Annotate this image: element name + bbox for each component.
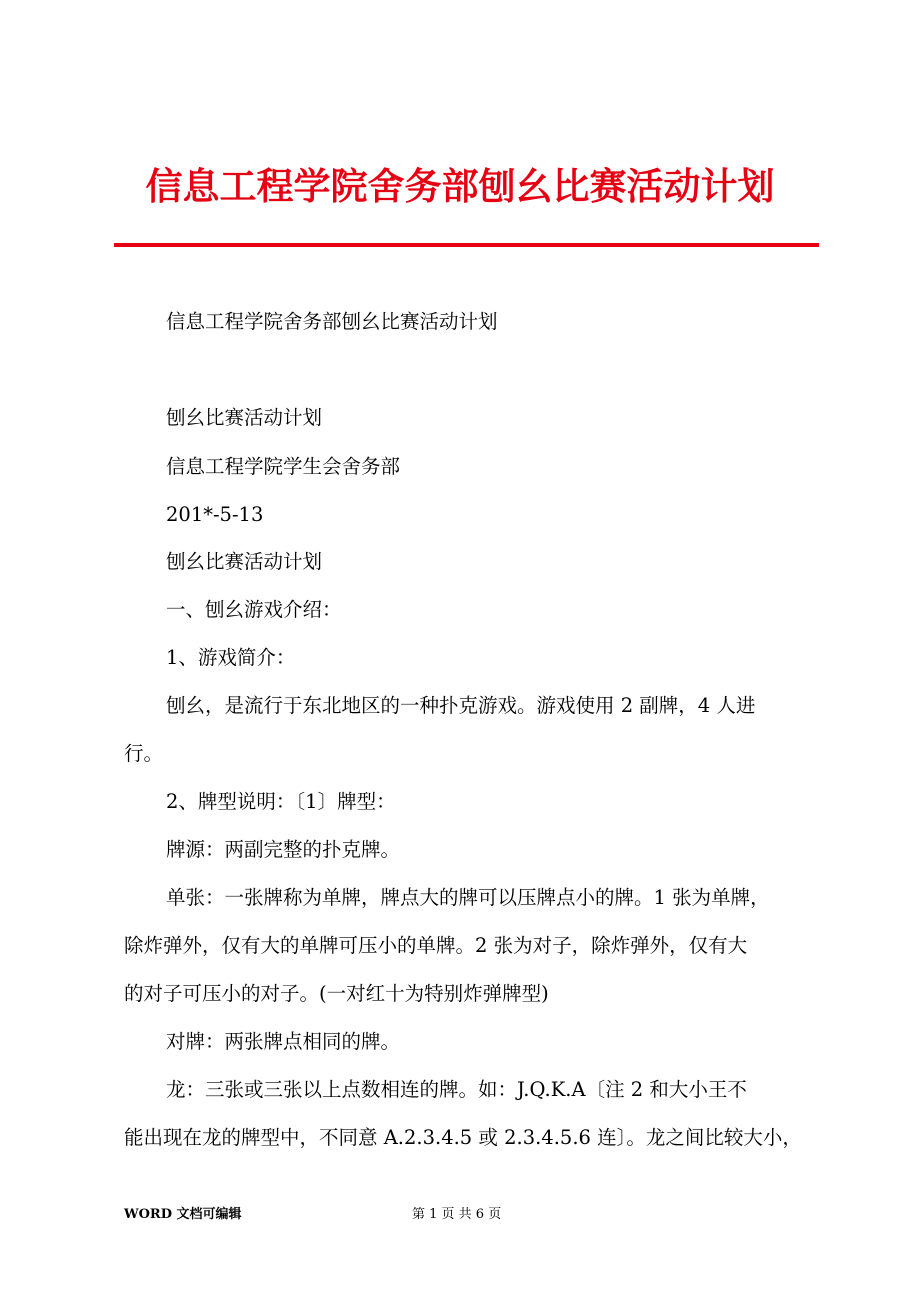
paragraph-line: 能出现在龙的牌型中，不同意 A.2.3.4.5 或 2.3.4.5.6 连〕。龙之间比较大小， bbox=[124, 1126, 802, 1149]
paragraph-line: 2、牌型说明：〔1〕牌型： bbox=[166, 790, 396, 813]
paragraph-line: 除炸弹外，仅有大的单牌可压小的单牌。2 张为对子，除炸弹外，仅有大 bbox=[124, 934, 748, 957]
paragraph-line: 信息工程学院学生会舍务部 bbox=[166, 455, 401, 478]
paragraph-line: 行。 bbox=[124, 742, 164, 765]
paragraph-line: 刨幺，是流行于东北地区的一种扑克游戏。游戏使用 2 副牌，4 人进 bbox=[166, 694, 756, 717]
title-underline bbox=[114, 243, 819, 247]
paragraph-line: 一、刨幺游戏介绍： bbox=[166, 598, 342, 621]
footer-page-number: 第 1 页 共 6 页 bbox=[412, 1207, 502, 1222]
paragraph-line: 单张：一张牌称为单牌，牌点大的牌可以压牌点小的牌。1 张为单牌， bbox=[166, 886, 770, 909]
paragraph-line: 对牌：两张牌点相同的牌。 bbox=[166, 1030, 401, 1053]
paragraph-line: 201*-5-13 bbox=[166, 503, 264, 526]
paragraph-line: 龙：三张或三张以上点数相连的牌。如：J.Q.K.A〔注 2 和大小王不 bbox=[166, 1078, 747, 1101]
paragraph-line: 1、游戏简介： bbox=[166, 646, 296, 669]
paragraph-line: 刨幺比赛活动计划 bbox=[166, 406, 323, 429]
footer-editable-note: WORD 文档可编辑 bbox=[124, 1207, 242, 1222]
document-title: 信息工程学院舍务部刨幺比赛活动计划 bbox=[145, 164, 775, 208]
paragraph-line: 牌源：两副完整的扑克牌。 bbox=[166, 838, 401, 861]
paragraph-line: 信息工程学院舍务部刨幺比赛活动计划 bbox=[166, 310, 498, 333]
paragraph-line: 的对子可压小的对子。(一对红十为特别炸弹牌型) bbox=[124, 982, 549, 1005]
paragraph-line: 刨幺比赛活动计划 bbox=[166, 550, 323, 573]
